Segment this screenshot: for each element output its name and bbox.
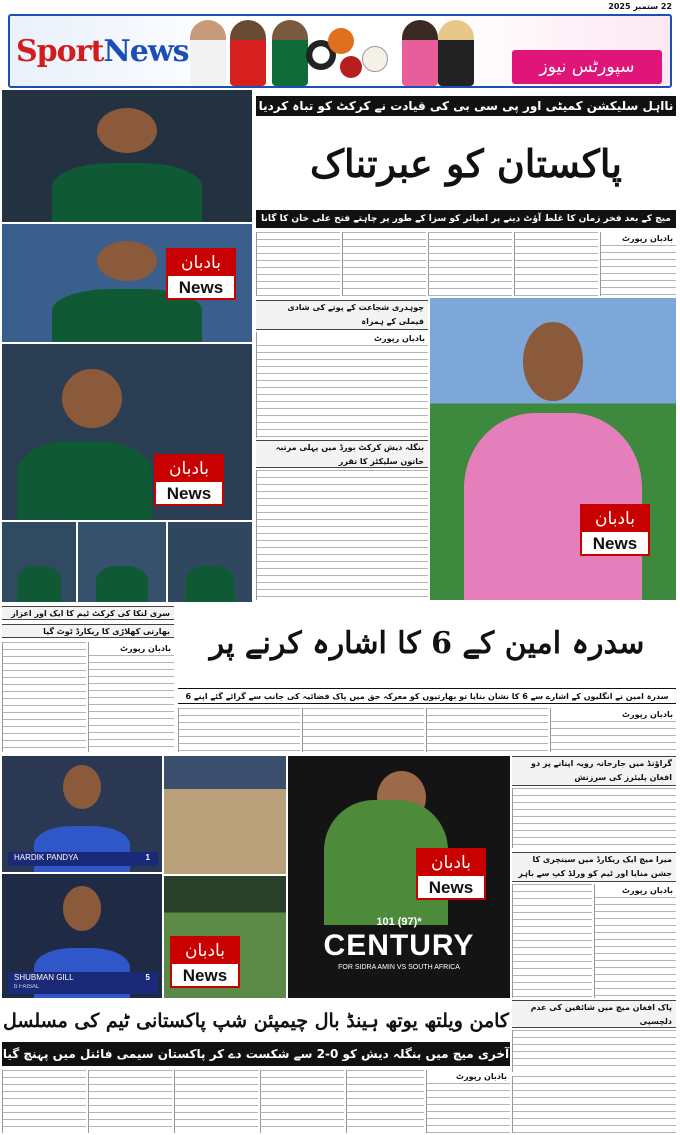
- batter-name: SHUBMAN GILL: [14, 973, 74, 982]
- logo-part-sport: Sport: [16, 34, 104, 69]
- masthead-logo: [16, 34, 189, 69]
- sub-headline: بنگلہ دیش کرکٹ بورڈ میں پہلی مرتبہ خاتون سلیکٹر کا تقرر: [256, 440, 428, 468]
- byline: بادبان رپورٹ: [601, 232, 676, 245]
- second-headline: سدرہ امین کے 6 کا اشارہ کرنے پر: [209, 626, 645, 661]
- news-text: [256, 332, 428, 438]
- byline: بادبان رپورٹ: [595, 884, 676, 897]
- sub-headline: پاک افغان میچ میں شائقین کی عدم دلچسپی: [512, 1000, 676, 1028]
- news-text: [512, 788, 676, 848]
- athlete-photo-icon: [402, 20, 438, 86]
- athlete-photo-icon: [438, 20, 474, 86]
- sub-headline: میرا میچ ایک ریکارڈ میں سینچری کا جشن منایا اور ٹیم کو ورلڈ کپ سے باہر: [512, 852, 676, 882]
- byline: بادبان رپورٹ: [427, 1070, 510, 1083]
- news-text: [346, 1070, 424, 1133]
- news-text: [426, 708, 548, 752]
- century-caption: FOR SIDRA AMIN VS SOUTH AFRICA: [338, 964, 460, 971]
- news-text: [2, 642, 86, 752]
- player-photo: [2, 522, 76, 602]
- bottom-deck: آخری میچ میں بنگلہ دیش کو 0-2 سے شکست دے کر پاکستان سیمی فائنل میں پہنچ گیا: [2, 1042, 510, 1066]
- masthead: [8, 14, 672, 88]
- scorecard: [8, 972, 158, 994]
- player-photo: [2, 224, 252, 342]
- badban-news-stamp: بادبان News: [416, 848, 486, 900]
- byline: بادبان رپورٹ: [257, 332, 428, 345]
- batter-photo: [2, 874, 162, 998]
- second-deck: سدرہ امین نے انگلیوں کے اشارے سے 6 کا نشان بنایا تو بھارتیوں کو معرکہ حق میں پاک فضائیہ کی جانب سے گرائے گئے اپنے 6: [178, 688, 676, 704]
- player-photo: [2, 344, 252, 520]
- lead-text-column: [256, 232, 340, 296]
- cricket-ball-icon: [340, 56, 362, 78]
- byline: بادبان رپورٹ: [89, 642, 174, 655]
- batter-runs: 5: [145, 973, 150, 982]
- player-photo: [168, 522, 252, 602]
- lead-deck: میچ کے بعد فخر زمان کا غلط آؤٹ دینے پر امپائر کو سزا کے طور پر چاہتے فتح علی خان کا گانا: [256, 210, 676, 228]
- news-text: [174, 1070, 258, 1133]
- athlete-photo-icon: [190, 20, 226, 86]
- century-score: 101 (97)*: [376, 916, 422, 928]
- stadium-photo: [164, 756, 286, 874]
- bottom-headline: کامن ویلتھ یوتھ ہینڈ بال چیمپئن شپ پاکستانی ٹیم کی مسلسل: [3, 1010, 509, 1032]
- athlete-photo-icon: [230, 20, 266, 86]
- athlete-photo-icon: [272, 20, 308, 86]
- sub-headline: سری لنکا کی کرکٹ ٹیم کا ایک اور اعزاز: [2, 606, 174, 620]
- urdu-masthead-logo: سپورٹس نیوز: [512, 50, 662, 84]
- dismissal-detail: b FAISAL: [14, 984, 40, 990]
- news-text: [88, 1070, 172, 1133]
- sub-headline: چوہدری شجاعت کے پوتے کی شادی فیملی کے ہمراہ: [256, 300, 428, 330]
- batter-photo: [2, 756, 162, 872]
- news-text: [2, 1070, 86, 1133]
- lead-text-column: [342, 232, 426, 296]
- stadium-photo: [164, 876, 286, 998]
- sub-headline: گراؤنڈ میں جارحانہ رویہ اپنانے پر دو افغان پلیئرز کی سرزنش: [512, 756, 676, 786]
- sub-headline: بھارتی کھلاڑی کا ریکارڈ ٹوٹ گیا: [2, 624, 174, 638]
- news-text: [550, 708, 676, 752]
- news-text: [512, 1030, 676, 1072]
- badban-news-stamp: بادبان News: [580, 504, 650, 556]
- byline: بادبان رپورٹ: [551, 708, 676, 721]
- news-text: [426, 1070, 510, 1133]
- basketball-icon: [328, 28, 354, 54]
- batter-name: HARDIK PANDYA: [14, 853, 79, 862]
- issue-date: 22 ستمبر 2025: [608, 2, 672, 11]
- player-photo: [2, 90, 252, 222]
- scorecard: [8, 852, 158, 866]
- top-line: [0, 0, 680, 14]
- lead-kicker: نااہل سلیکشن کمیٹی اور پی سی بی کی قیادت نے کرکٹ کو تباہ کردیا: [256, 96, 676, 116]
- news-text: [260, 1070, 344, 1133]
- news-text: [512, 1076, 676, 1133]
- news-text: [512, 884, 592, 998]
- lead-text-column: [428, 232, 512, 296]
- century-photo: [288, 756, 510, 998]
- lead-headline: پاکستان کو عبرتناک: [309, 141, 622, 186]
- badban-news-stamp: بادبان News: [170, 936, 240, 988]
- lead-text-column: [600, 232, 676, 296]
- logo-part-news: News: [103, 34, 189, 69]
- century-word: CENTURY: [323, 929, 475, 962]
- news-text: [302, 708, 424, 752]
- umpire-photo: [430, 298, 676, 600]
- news-text: [256, 470, 428, 600]
- player-photo: [78, 522, 166, 602]
- news-text: [178, 708, 300, 752]
- badban-news-stamp: بادبان News: [166, 248, 236, 300]
- news-text: [594, 884, 676, 998]
- volleyball-icon: [362, 46, 388, 72]
- badban-news-stamp: بادبان News: [154, 454, 224, 506]
- batter-runs: 1: [145, 853, 150, 862]
- news-text: [88, 642, 174, 752]
- lead-text-column: [514, 232, 598, 296]
